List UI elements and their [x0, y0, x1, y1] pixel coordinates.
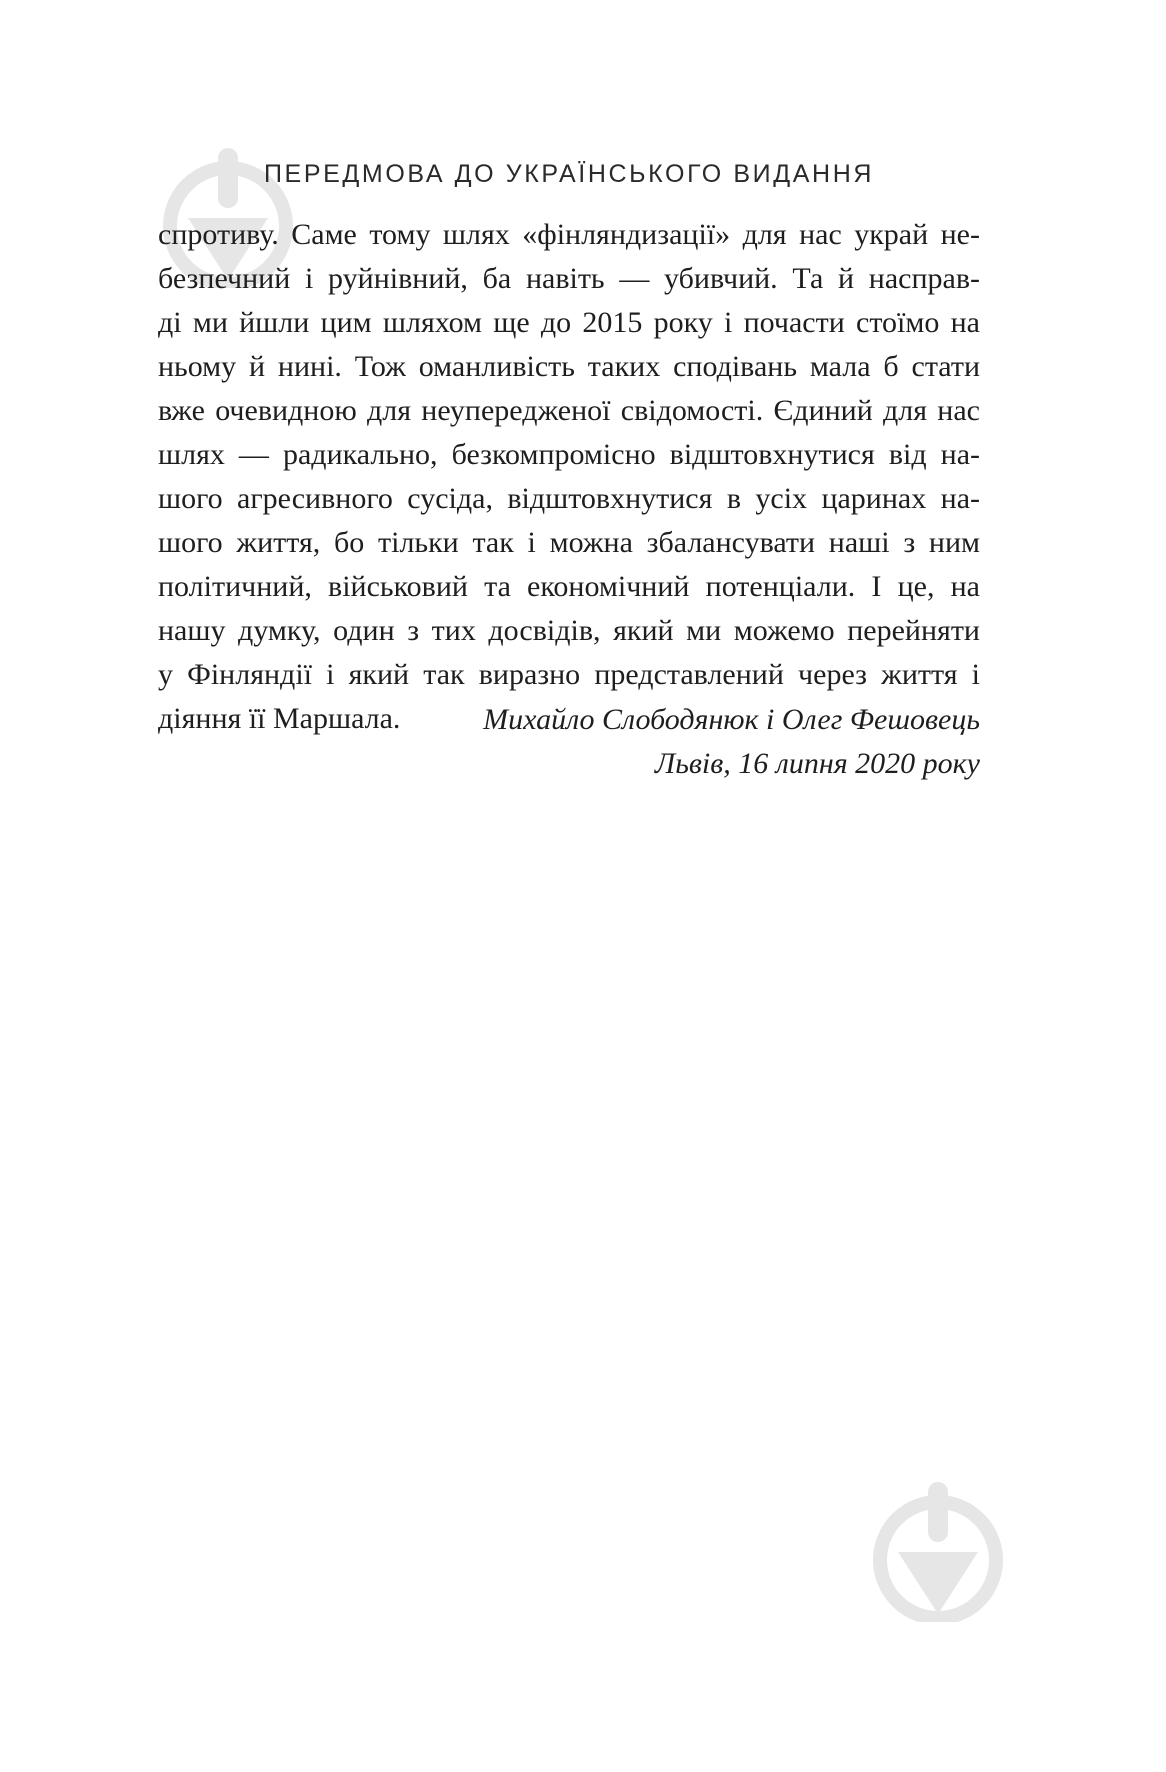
text-line: політичний, військовий та економічний потенціали. І це, на	[158, 570, 980, 603]
signature-authors: Михайло Слободянюк і Олег Фешовець	[483, 703, 980, 736]
text-line: ньому й нині. Тож оманливість таких сподівань мала б стати	[158, 350, 980, 383]
text-line: у Фінляндії і який так виразно представлений через життя і	[158, 658, 980, 691]
text-line: шлях — радикально, безкомпромісно відштовхнутися від на-	[158, 438, 980, 471]
text-line: нашу думку, один з тих досвідів, який ми можемо перейняти	[158, 614, 980, 647]
text-line: вже очевидною для неупередженої свідомості. Єдиний для нас	[158, 394, 980, 427]
watermark-logo-icon	[868, 1482, 1008, 1622]
text-line: діяння її Маршала.	[158, 702, 401, 735]
running-head: ПЕРЕДМОВА ДО УКРАЇНСЬКОГО ВИДАННЯ	[263, 160, 875, 188]
text-line: ді ми йшли цим шляхом ще до 2015 року і почасти стоїмо на	[158, 306, 980, 339]
text-line: шого агресивного сусіда, відштовхнутися в усіх царинах на-	[158, 482, 980, 515]
text-line: спротиву. Саме тому шлях «фінляндизації» для нас украй не-	[158, 218, 980, 251]
signature-block	[158, 698, 980, 786]
body-paragraph	[158, 213, 980, 741]
text-line: безпечний і руйнівний, ба навіть — убивчий. Та й насправ-	[158, 262, 980, 295]
signature-place-date: Львів, 16 липня 2020 року	[654, 747, 980, 780]
text-line: шого життя, бо тільки так і можна збалансувати наші з ним	[158, 526, 980, 559]
